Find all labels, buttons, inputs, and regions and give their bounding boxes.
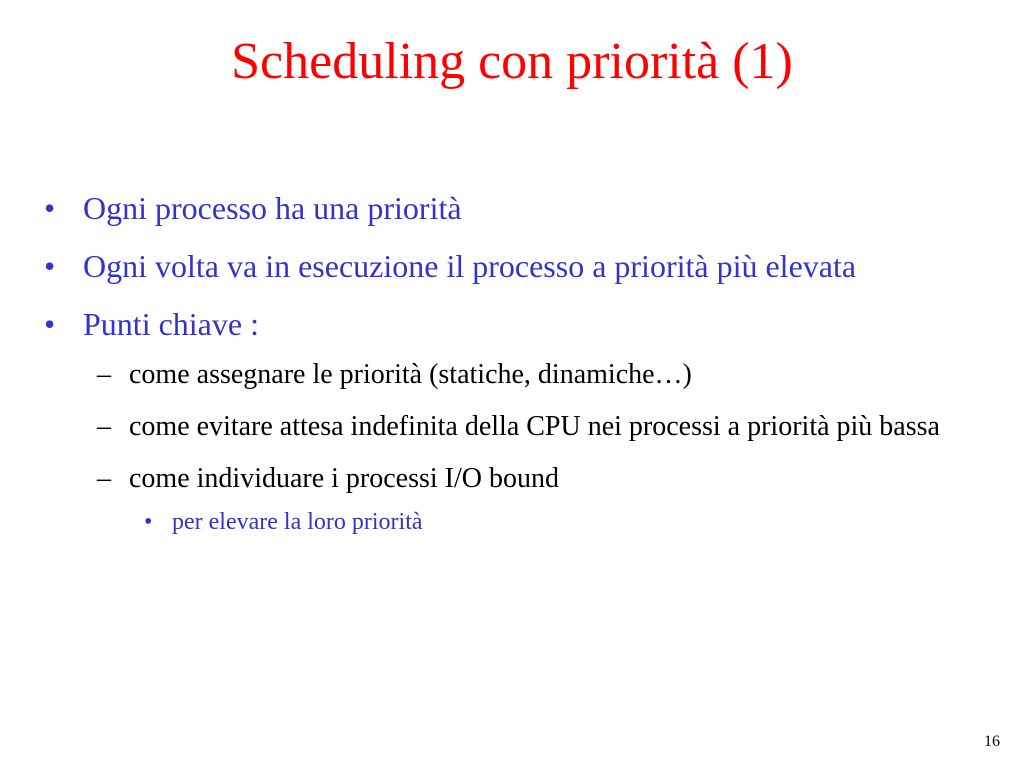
sub-bullet-item-1 (97, 356, 990, 394)
sub-bullet-item-2 (97, 408, 990, 446)
sub-sub-bullet-text: per elevare la loro priorità (172, 509, 423, 535)
small-bullet-icon: • (144, 509, 153, 535)
bullet-item-2 (40, 244, 990, 288)
page-number: 16 (984, 733, 1000, 750)
bullet-text: Punti chiave : (83, 306, 259, 342)
bullet-item-3 (40, 302, 990, 346)
sub-bullet-list (40, 356, 990, 538)
bullet-icon: • (44, 190, 56, 226)
sub-bullet-text: come evitare attesa indefinita della CPU nei processi a priorità più bassa (129, 411, 940, 442)
bullet-text: Ogni volta va in esecuzione il processo a priorità più elevata (83, 248, 857, 284)
bullet-item-1 (40, 186, 990, 230)
sub-bullet-text: come assegnare le priorità (statiche, dinamiche…) (129, 359, 692, 390)
bullet-icon: • (44, 306, 56, 342)
sub-bullet-text: come individuare i processi I/O bound (129, 463, 560, 494)
sub-sub-bullet-item-1 (144, 506, 990, 538)
slide-content (40, 186, 990, 538)
bullet-icon: • (44, 248, 56, 284)
sub-bullet-item-3 (97, 460, 990, 498)
slide-title: Scheduling con priorità (1) (231, 33, 793, 90)
dash-icon: – (97, 411, 111, 442)
dash-icon: – (97, 463, 111, 494)
dash-icon: – (97, 359, 111, 390)
bullet-text: Ogni processo ha una priorità (83, 190, 462, 226)
